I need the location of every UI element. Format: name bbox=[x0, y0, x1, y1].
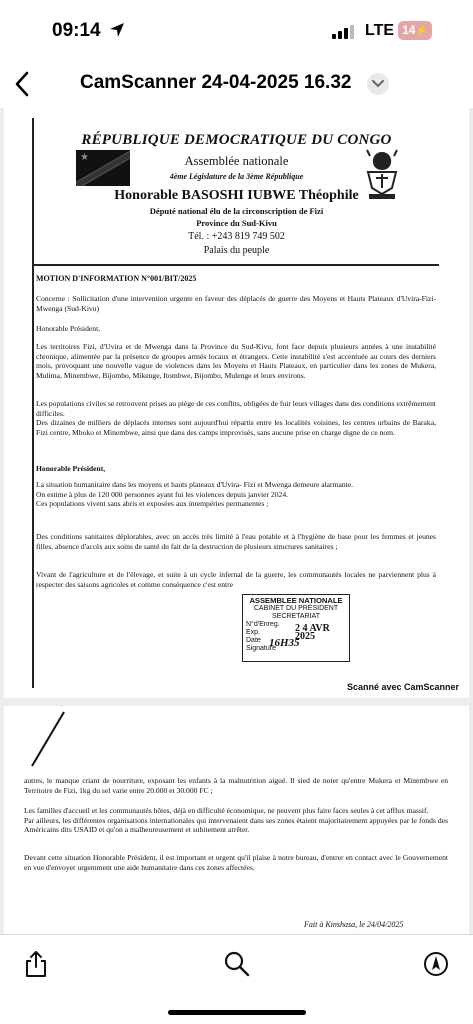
stamp-field-1: N°d'Enreg. bbox=[246, 621, 280, 628]
document-page-1 bbox=[4, 108, 469, 698]
back-button[interactable] bbox=[10, 68, 40, 100]
signal-icon bbox=[332, 25, 354, 39]
greeting-2: Honorable Président, bbox=[36, 464, 106, 473]
bottom-toolbar bbox=[0, 934, 473, 1024]
search-icon bbox=[222, 949, 252, 979]
stamp-field-3: Date bbox=[246, 637, 261, 644]
document-title: CamScanner 24-04-2025 16.32 bbox=[80, 72, 352, 93]
paragraph-5: Vivant de l'agriculture et de l'élevage, et suite à un cycle infernal de la guerre, les communautés locales ne parviennent plus à respecter des saisons agricoles et comme conséquence c'est entre bbox=[36, 570, 436, 589]
search-button[interactable] bbox=[222, 949, 252, 979]
motion-number: MOTION D'INFORMATION N°001/BIT/2025 bbox=[36, 274, 197, 283]
page2-paragraph-3: Devant cette situation Honorable Président, il est important et urgent qu'il plaise à notre bureau, d'entrer en contact avec le Gouvernement en vue d'envoyer urgemment une aide humanitaire dans ces zones affectées. bbox=[24, 853, 448, 872]
home-indicator bbox=[168, 1010, 306, 1015]
page2-paragraph-1: autres, le manque criant de nourriture, exposant les enfants à la malnutrition aiguë. Il sied de noter qu'entre Mukera et Minembwe en Territoire de Fizi, 1kg du sel varie entre 20.000 et 30.000 FC ; bbox=[24, 776, 448, 795]
depute-line: Député national élu de la circonscription de Fizi bbox=[149, 206, 324, 216]
stamp-line-3: SECRETARIAT bbox=[272, 613, 320, 620]
drc-flag-image: ★ bbox=[76, 150, 130, 186]
chevron-down-icon bbox=[372, 80, 384, 88]
stamp-field-4: Signature bbox=[246, 645, 276, 652]
chevron-left-icon bbox=[10, 68, 40, 100]
battery-level: 14 bbox=[402, 23, 416, 37]
province-line: Province du Sud-Kivu bbox=[196, 218, 277, 228]
paragraph-1: Les territoires Fizi, d'Uvira et de Mwenga dans la Province du Sud-Kivu, font face depuis plusieurs années à une instabilité chronique, alimentée par la présence de groupes armés locaux et étrangers. Cette instabilité s'est accentuée au cours des derniers mois, provoquant une nouvelle vague de violences dans les Moyens et Hauts Plateaux, en particulier dans les zones de Mukera, Mulima, Minembwe, Bijombo, Mikenge, Itombwe, Bijombo, Mulenge et leurs environs. bbox=[36, 342, 436, 380]
reception-stamp bbox=[242, 594, 350, 662]
document-page-2 bbox=[4, 706, 469, 934]
document-viewer[interactable] bbox=[0, 108, 473, 934]
pen-mark-icon bbox=[24, 710, 84, 770]
share-icon bbox=[21, 949, 51, 979]
paragraph-2: Les populations civiles se retrouvent prises au piège de ces conflits, obligées de fuir leurs villages dans des conditions extrêmement difficiles. Des dizaines de milliers de déplacés internes sont aujourd'hui répartis entre les localités voisines, les centres urbains de Baraka, Fizi centre, Mboko et Minembwe, ainsi que dans des camps improvisés, sans aucune prise en charge digne de ce nom. bbox=[36, 399, 436, 437]
paragraph-3: La situation humanitaire dans les moyens et hauts plateaux d'Uvira- Fizi et Mwenga demeure alarmante. On estime à plus de 120 000 personnes ayant fui les violences depuis janvier 2024. Ces populations vivent sans abris et exposées aux intempéries permanentes ; bbox=[36, 480, 354, 509]
title-menu-button[interactable] bbox=[367, 73, 389, 95]
phone-line: Tél. : +243 819 749 502 bbox=[188, 231, 285, 242]
republic-heading: RÉPUBLIQUE DEMOCRATIQUE DU CONGO bbox=[81, 132, 392, 148]
stamp-line-2: CABINET DU PRÉSIDENT bbox=[253, 605, 339, 612]
concerne-paragraph: Concerne : Sollicitation d'une intervention urgente en faveur des déplacés de guerre des Moyens et Hauts Plateaux d'Uvira-Fizi-Mwenga (Sud-Kivu) bbox=[36, 294, 436, 313]
share-button[interactable] bbox=[21, 949, 51, 979]
battery-icon: 14⚡ bbox=[398, 21, 432, 40]
paragraph-4: Des conditions sanitaires déplorables, avec un accès très limité à l'eau potable et à l'hygiène de base pour les femmes et jeunes filles, absence d'accès aux soins de santé du fait de la destruction de plusieurs structures sanitaires ; bbox=[36, 532, 436, 551]
scan-watermark: Scanné avec CamScanner bbox=[346, 682, 459, 692]
stamp-date: 2 4 AVR 2025 bbox=[295, 623, 330, 642]
page2-paragraph-2: Les familles d'accueil et les communautés hôtes, déjà en difficulté économique, ne peuvent plus faire faces seules à cet afflux massif. Par ailleurs, les différentes organisations internationales qui intervenaient dans ses zones étaient majoritairement appuyées par le fonds des Américains dits USAID et qu'on a malheureusement et subitement arrêter. bbox=[24, 806, 448, 835]
markup-button[interactable] bbox=[421, 949, 451, 979]
compass-icon bbox=[421, 949, 451, 979]
honorable-name: Honorable BASOSHI IUBWE Théophile bbox=[114, 188, 359, 203]
network-type: LTE bbox=[365, 22, 395, 39]
status-bar bbox=[0, 0, 473, 62]
header-divider bbox=[34, 264, 439, 266]
signoff-line: Fait à Kinshasa, le 24/04/2025 bbox=[304, 920, 404, 929]
greeting-1: Honorable Président, bbox=[36, 324, 101, 333]
stamp-line-1: ASSEMBLEE NATIONALE bbox=[249, 596, 343, 605]
assembly-heading: Assemblée nationale bbox=[184, 154, 289, 168]
stamp-signature: 16H35 bbox=[269, 637, 300, 649]
nav-bar bbox=[0, 62, 473, 108]
location-arrow-icon bbox=[109, 22, 125, 38]
status-time: 09:14 bbox=[52, 20, 101, 41]
legislature-line: 4ème Législature de la 3ème République bbox=[169, 172, 304, 181]
palais-line: Palais du peuple bbox=[203, 245, 270, 256]
stamp-field-2: Exp. bbox=[246, 629, 261, 636]
